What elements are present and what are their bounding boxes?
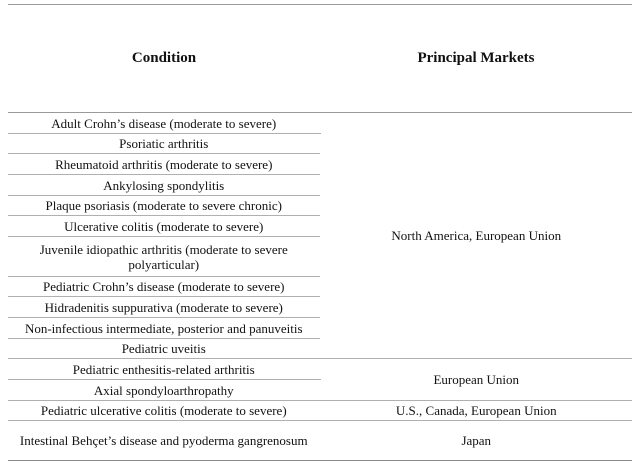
condition-cell: Psoriatic arthritis xyxy=(8,134,320,154)
condition-cell: Rheumatoid arthritis (moderate to severe) xyxy=(8,154,320,175)
table-row xyxy=(8,401,632,421)
condition-cell: Pediatric Crohn’s disease (moderate to severe) xyxy=(8,277,320,297)
condition-cell: Pediatric ulcerative colitis (moderate to severe) xyxy=(8,401,320,421)
condition-cell: Plaque psoriasis (moderate to severe chronic) xyxy=(8,196,320,216)
table-row xyxy=(8,421,632,461)
condition-cell: Ulcerative colitis (moderate to severe) xyxy=(8,216,320,237)
market-cell-north-america-eu: North America, European Union xyxy=(320,113,632,359)
conditions-markets-table xyxy=(8,4,632,461)
table-row xyxy=(8,359,632,380)
market-cell-european-union: European Union xyxy=(320,359,632,401)
condition-cell: Pediatric uveitis xyxy=(8,339,320,359)
market-cell-japan: Japan xyxy=(320,421,632,461)
condition-cell: Hidradenitis suppurativa (moderate to severe) xyxy=(8,297,320,318)
table-row xyxy=(8,113,632,134)
condition-cell: Adult Crohn’s disease (moderate to severe) xyxy=(8,113,320,134)
condition-cell: Ankylosing spondylitis xyxy=(8,175,320,196)
market-cell-us-canada-eu: U.S., Canada, European Union xyxy=(320,401,632,421)
condition-cell: Non-infectious intermediate, posterior and panuveitis xyxy=(8,318,320,339)
condition-cell: Juvenile idiopathic arthritis (moderate to severe polyarticular) xyxy=(8,237,320,277)
condition-cell: Axial spondyloarthropathy xyxy=(8,380,320,401)
header-row xyxy=(8,5,632,113)
markets-column-header: Principal Markets xyxy=(320,5,632,113)
condition-column-header: Condition xyxy=(8,5,320,113)
condition-cell: Intestinal Behçet’s disease and pyoderma gangrenosum xyxy=(8,421,320,461)
condition-cell: Pediatric enthesitis-related arthritis xyxy=(8,359,320,380)
